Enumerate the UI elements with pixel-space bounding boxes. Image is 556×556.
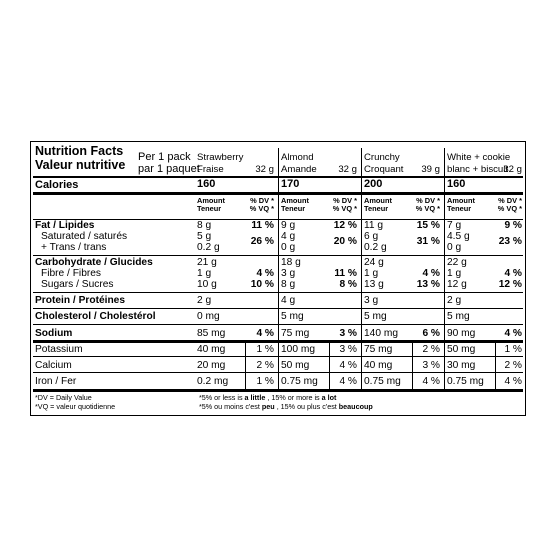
product-calcium-dv: 4 % bbox=[339, 360, 357, 371]
vq-header: % VQ * bbox=[249, 204, 274, 213]
column-divider bbox=[444, 148, 445, 389]
product-sugars-dv: 13 % bbox=[416, 279, 440, 290]
label-fat: Fat / Lipides bbox=[35, 220, 95, 231]
product-saturated-trans-dv: 31 % bbox=[416, 236, 440, 247]
product-saturated: 4.5 g bbox=[447, 231, 470, 242]
product-calories: 160 bbox=[197, 178, 216, 190]
title-english: Nutrition Facts bbox=[35, 144, 124, 158]
label-trans: + Trans / trans bbox=[41, 242, 107, 253]
footnote-english-scale: *5% or less is a little , 15% or more is a lot bbox=[199, 393, 337, 402]
column-divider bbox=[278, 148, 279, 389]
product-fat-dv: 11 % bbox=[251, 220, 274, 231]
product-fibre-dv: 4 % bbox=[256, 268, 274, 279]
product-calcium: 30 mg bbox=[447, 360, 476, 371]
product-trans: 0 g bbox=[447, 242, 462, 253]
product-carbohydrate: 22 g bbox=[447, 257, 467, 268]
amount-dv-divider bbox=[412, 341, 413, 389]
product-fibre: 1 g bbox=[197, 268, 212, 279]
product-calcium-dv: 3 % bbox=[422, 360, 440, 371]
product-protein: 3 g bbox=[364, 295, 379, 306]
product-carbohydrate: 21 g bbox=[197, 257, 217, 268]
product-trans: 0 g bbox=[281, 242, 296, 253]
amount-dv-divider bbox=[329, 341, 330, 389]
product-name-english: Strawberry bbox=[197, 152, 244, 163]
product-iron-dv: 1 % bbox=[256, 376, 274, 387]
dv-header: % DV * bbox=[416, 196, 440, 205]
product-iron-dv: 4 % bbox=[504, 376, 522, 387]
product-iron: 0.75 mg bbox=[281, 376, 318, 387]
label-cholesterol: Cholesterol / Cholestérol bbox=[35, 311, 156, 322]
product-name-french: blanc + biscuit bbox=[447, 164, 509, 175]
product-fat-dv: 9 % bbox=[504, 220, 522, 231]
product-saturated-trans-dv: 26 % bbox=[250, 236, 274, 247]
product-carbohydrate: 18 g bbox=[281, 257, 301, 268]
dv-header: % DV * bbox=[333, 196, 357, 205]
vq-header: % VQ * bbox=[415, 204, 440, 213]
teneur-header: Teneur bbox=[364, 204, 389, 213]
product-fibre: 3 g bbox=[281, 268, 296, 279]
product-protein: 2 g bbox=[447, 295, 462, 306]
label-calories: Calories bbox=[35, 179, 79, 191]
product-sodium-dv: 6 % bbox=[422, 328, 440, 339]
product-serving-size: 32 g bbox=[338, 164, 357, 175]
dv-header: % DV * bbox=[250, 196, 274, 205]
label-potassium: Potassium bbox=[35, 344, 83, 355]
product-sugars: 10 g bbox=[197, 279, 217, 290]
footnote-daily-value: *DV = Daily Value bbox=[35, 393, 92, 402]
product-sugars-dv: 8 % bbox=[339, 279, 357, 290]
product-calories: 170 bbox=[281, 178, 300, 190]
product-fat-dv: 12 % bbox=[333, 220, 357, 231]
product-calories: 200 bbox=[364, 178, 383, 190]
product-sodium: 140 mg bbox=[364, 328, 398, 339]
label-calcium: Calcium bbox=[35, 360, 72, 371]
product-fat: 8 g bbox=[197, 220, 212, 231]
label-protein: Protein / Protéines bbox=[35, 295, 126, 306]
product-fibre-dv: 11 % bbox=[334, 268, 357, 279]
product-saturated-trans-dv: 23 % bbox=[498, 236, 522, 247]
vq-header: % VQ * bbox=[497, 204, 522, 213]
product-calcium: 20 mg bbox=[197, 360, 226, 371]
column-divider bbox=[361, 148, 362, 389]
amount-header: Amount bbox=[197, 196, 225, 205]
label-iron: Iron / Fer bbox=[35, 376, 77, 387]
teneur-header: Teneur bbox=[281, 204, 306, 213]
product-calcium-dv: 2 % bbox=[504, 360, 522, 371]
product-fibre: 1 g bbox=[447, 268, 462, 279]
product-fat: 11 g bbox=[364, 220, 384, 231]
amount-header: Amount bbox=[364, 196, 392, 205]
product-name-english: Almond bbox=[281, 152, 314, 163]
product-serving-size: 39 g bbox=[421, 164, 440, 175]
label-carbohydrate: Carbohydrate / Glucides bbox=[35, 257, 153, 268]
product-sugars-dv: 10 % bbox=[250, 279, 274, 290]
product-potassium: 75 mg bbox=[364, 344, 393, 355]
product-protein: 2 g bbox=[197, 295, 212, 306]
product-saturated-trans-dv: 20 % bbox=[333, 236, 357, 247]
product-sodium-dv: 3 % bbox=[339, 328, 357, 339]
product-sodium: 75 mg bbox=[281, 328, 310, 339]
product-trans: 0.2 g bbox=[364, 242, 387, 253]
product-iron-dv: 4 % bbox=[422, 376, 440, 387]
product-name-french: Fraise bbox=[197, 164, 224, 175]
product-cholesterol: 5 mg bbox=[447, 311, 470, 322]
product-fibre-dv: 4 % bbox=[422, 268, 440, 279]
product-potassium: 50 mg bbox=[447, 344, 476, 355]
product-cholesterol: 0 mg bbox=[197, 311, 220, 322]
product-calcium: 50 mg bbox=[281, 360, 310, 371]
product-iron: 0.2 mg bbox=[197, 376, 229, 387]
title-french: Valeur nutritive bbox=[35, 158, 126, 172]
nutrition-facts-table bbox=[30, 141, 526, 416]
product-calcium-dv: 2 % bbox=[256, 360, 274, 371]
product-potassium-dv: 1 % bbox=[256, 344, 274, 355]
product-sodium: 90 mg bbox=[447, 328, 476, 339]
amount-dv-divider bbox=[245, 341, 246, 389]
product-fat: 7 g bbox=[447, 220, 462, 231]
product-name-english: Crunchy bbox=[364, 152, 400, 163]
product-sodium-dv: 4 % bbox=[256, 328, 274, 339]
product-iron: 0.75 mg bbox=[447, 376, 484, 387]
rule-under-iron bbox=[33, 389, 523, 392]
product-saturated: 4 g bbox=[281, 231, 296, 242]
product-iron-dv: 4 % bbox=[339, 376, 357, 387]
product-potassium-dv: 1 % bbox=[504, 344, 522, 355]
product-name-english: White + cookie bbox=[447, 152, 511, 163]
product-fat-dv: 15 % bbox=[416, 220, 440, 231]
label-saturated: Saturated / saturés bbox=[41, 231, 128, 242]
teneur-header: Teneur bbox=[197, 204, 222, 213]
product-sodium: 85 mg bbox=[197, 328, 226, 339]
footnote-french-scale: *5% ou moins c'est peu , 15% ou plus c'est beaucoup bbox=[199, 402, 373, 411]
product-sodium-dv: 4 % bbox=[504, 328, 522, 339]
product-sugars: 8 g bbox=[281, 279, 296, 290]
teneur-header: Teneur bbox=[447, 204, 472, 213]
product-name-french: Amande bbox=[281, 164, 317, 175]
dv-header: % DV * bbox=[498, 196, 522, 205]
product-saturated: 5 g bbox=[197, 231, 212, 242]
product-serving-size: 32 g bbox=[503, 164, 522, 175]
vq-header: % VQ * bbox=[332, 204, 357, 213]
amount-header: Amount bbox=[447, 196, 475, 205]
product-fibre-dv: 4 % bbox=[504, 268, 522, 279]
product-saturated: 6 g bbox=[364, 231, 379, 242]
serving-per-french: par 1 paquet bbox=[138, 163, 200, 175]
product-carbohydrate: 24 g bbox=[364, 257, 384, 268]
product-potassium: 100 mg bbox=[281, 344, 315, 355]
label-fibre: Fibre / Fibres bbox=[41, 268, 102, 279]
product-iron: 0.75 mg bbox=[364, 376, 401, 387]
label-sodium: Sodium bbox=[35, 328, 73, 339]
amount-header: Amount bbox=[281, 196, 309, 205]
product-calories: 160 bbox=[447, 178, 466, 190]
product-potassium-dv: 3 % bbox=[339, 344, 357, 355]
product-trans: 0.2 g bbox=[197, 242, 220, 253]
product-fat: 9 g bbox=[281, 220, 296, 231]
product-name-french: Croquant bbox=[364, 164, 404, 175]
footnote-valeur-quotidienne: *VQ = valeur quotidienne bbox=[35, 402, 116, 411]
label-sugars: Sugars / Sucres bbox=[41, 279, 114, 290]
amount-dv-divider bbox=[495, 341, 496, 389]
serving-per-english: Per 1 pack bbox=[138, 151, 191, 163]
product-sugars: 12 g bbox=[447, 279, 467, 290]
product-serving-size: 32 g bbox=[255, 164, 274, 175]
product-protein: 4 g bbox=[281, 295, 296, 306]
product-fibre: 1 g bbox=[364, 268, 379, 279]
product-cholesterol: 5 mg bbox=[364, 311, 387, 322]
product-calcium: 40 mg bbox=[364, 360, 393, 371]
product-sugars-dv: 12 % bbox=[498, 279, 522, 290]
product-potassium-dv: 2 % bbox=[422, 344, 440, 355]
product-potassium: 40 mg bbox=[197, 344, 226, 355]
product-sugars: 13 g bbox=[364, 279, 384, 290]
product-cholesterol: 5 mg bbox=[281, 311, 304, 322]
